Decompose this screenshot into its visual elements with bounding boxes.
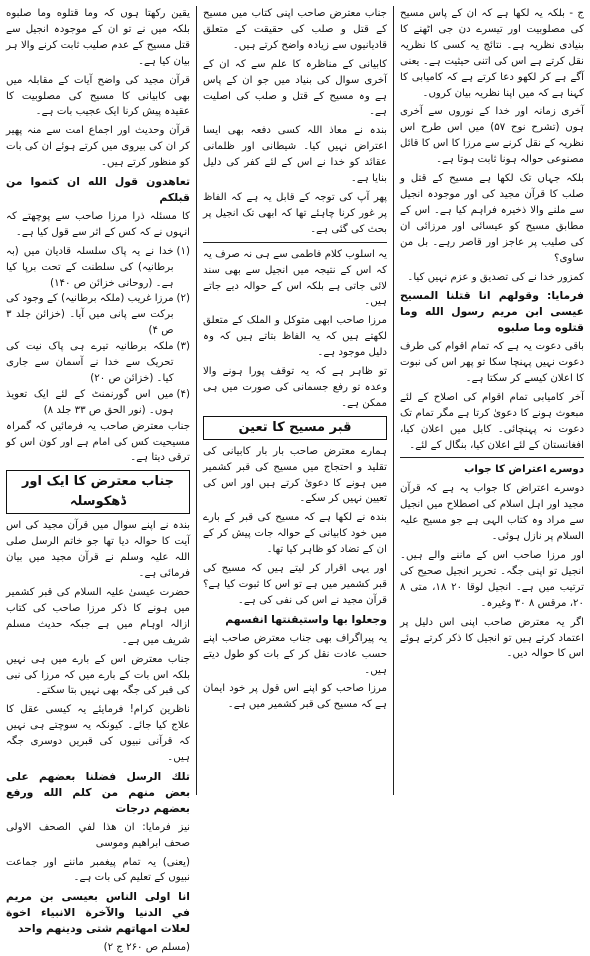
paragraph: جناب معترض صاحب یہ فرمائیں کہ گمراہ مسیحیت کس کی امام ہے اور کون اس کو ترقی دیتا ہے۔ xyxy=(6,420,190,464)
list-text: مرزا غریب (ملکہ برطانیہ) کے وجود کی برکت سے پانی میں آیا۔ (خزائن جلد ۳ ص ۴) xyxy=(6,293,174,337)
column-divider xyxy=(393,6,394,795)
list-marker: (۱) xyxy=(176,245,190,257)
list-marker: (۴) xyxy=(176,388,190,400)
list-item xyxy=(6,291,190,339)
paragraph: یقین رکھتا ہوں کہ وما قتلوه وما صلبوه بلکہ میں نے تو ان کے موجودہ انجیل سے قتل مسیح کے عدم صلیب ثابت کرنے والا ہر بیان کیا ہے۔ xyxy=(6,8,190,67)
paragraph: تو ظاہر ہے کہ یہ توقف پورا ہونے والا وعدہ تو رفع جسمانی کی صورت میں ہی ممکن ہے۔ xyxy=(203,366,387,409)
column-divider xyxy=(196,6,197,795)
divider xyxy=(203,242,387,243)
paragraph: اگر یہ معترض صاحب اپنی اس دلیل پر اعتماد کرتے ہیں تو انجیل کا ذکر کرتے ہوئے اس کا حوالہ دیں۔ xyxy=(400,616,584,660)
paragraph: نیز فرمایا: ان هذا لفي الصحف الاولى صحف ابراهيم وموسى xyxy=(6,821,190,849)
paragraph: اور مرزا صاحب اس کے ماننے والے ہیں۔ انجیل تو اپنی جگہ۔ تحریر انجیل صحیح کی ترتیب میں ہے۔ انجیل لوقا ۲۰ ۱۸، متی ۸ ۲۰، مرقس ۸ ۳۰ وغیرہ۔ xyxy=(400,550,584,609)
paragraph: یہ اسلوب کلام فاطمی سے ہی نہ صرف یہ کہ اس کے نتیجہ میں انجیل سے بھی سند لائی جاتی ہے بلکہ اس کے حوالہ دیے جاتے ہیں۔ xyxy=(203,248,387,308)
paragraph: قرآن مجید کی واضح آیات کے مقابلہ میں بھی کابیانی کا مسیح کی مصلوبیت کا عقیدہ پیش کرنا ایک عجیب بات ہے۔ xyxy=(6,74,190,118)
section-heading-box: جناب معترض کا ایک اور ڈھکوسلہ xyxy=(6,470,190,514)
paragraph: ج - بلکہ یہ لکھا ہے کہ ان کے پاس مسیح کی مصلوبیت اور تیسرے دن جی اٹھنے کا بنیادی نظریہ ہے۔ نتائج یہ کسی کا نظریہ نقل کرتے ہے اس کی اتنی حیثیت ہے۔ یعنی آگے ہے کر لکھو دعا کرتے ہے کہ کامیابی کا کہنا ہے کہ میں اپنا نظریہ بیان کروں۔ xyxy=(400,8,584,99)
list-item xyxy=(6,339,190,387)
column-right xyxy=(400,6,584,795)
arabic-quote: تعاهدون قول الله ان كتموا من قبلكم xyxy=(6,175,190,204)
list-item xyxy=(6,244,190,292)
column-left xyxy=(6,6,190,954)
paragraph: کمزور خدا نے کی تصدیق و عزم نہیں کیا۔ xyxy=(407,271,584,283)
arabic-block: تلك الرسل فضلنا بعضهم على بعض منهم من كلم الله ورفع بعضهم درجات xyxy=(6,769,190,815)
column-middle xyxy=(203,6,387,795)
paragraph: کا مسئلہ ذرا مرزا صاحب سے پوچھتے کہ انہوں نے کہ کس کے اثر سے قول کیا ہے۔ xyxy=(6,210,190,238)
section-heading: دوسرے اعتراض کا جواب xyxy=(464,464,584,476)
paragraph: (یعنی) یہ تمام پیغمبر ماننے اور جماعت نبیوں کے تعلیم کی بات ہے۔ xyxy=(6,856,190,884)
list-marker: (۳) xyxy=(176,341,190,353)
paragraph: ناظرین کرام! فرمایئے یہ کیسی عقل کا علاج کیا جائے۔ کیونکہ یہ سوچتے ہی نہیں کہ قرآنی نبیوں کی قبریں دوسری جگہ ہیں۔ xyxy=(6,704,190,764)
list-text: ملکہ برطانیہ تیرے ہی پاک نیت کی تحریک سے خدا نے آسمان سے جاری کیا۔ (خزائن ص ۲۰) xyxy=(6,341,174,384)
arabic-line: وجعلوا بها واستيقنتها انفسهم xyxy=(225,612,387,626)
paragraph: اور یہی اقرار کر لیتے ہیں کہ مسیح کی قبر کشمیر میں ہے تو اس کا ثبوت کیا ہے؟ قرآن مجید نے اس کی نفی کی ہے۔ xyxy=(203,563,387,606)
list-text: میں اس گورنمنٹ کے لئے ایک تعویذ ہوں۔ (نور الحق ص ۳۳ جلد ۸) xyxy=(6,388,174,416)
paragraph: آخری زمانہ اور خدا کے نوروں سے آخری ہوں (تشرح نوح ۵۷) میں اس طرح اس نظریہ کے نقل کرنے سے مرزا کا اس کا قائل مصنوعی حوالہ ہونا ثابت ہوتا ہے۔ xyxy=(400,106,584,166)
divider xyxy=(400,457,584,458)
paragraph: مرزا صاحب ابھی متوکل و الملک کے متعلق لکھتے ہیں کہ یہ الفاظ بتاتے ہیں کہ وہ دلیل موجود ہے۔ xyxy=(203,315,387,359)
paragraph: آخر کامیابی تمام اقوام کی اصلاح کے لئے مبعوث ہونے کا دعویٰ کرتا ہے مگر تمام تک دعوت نہ پہنچائی۔ کابل میں اعلان کیا، افغانستان کے لئے اعلان کیا، بنگال کے لئے۔ xyxy=(400,391,584,451)
list-marker: (۲) xyxy=(176,293,190,305)
paragraph: کابیانی کے مناظرہ کا علم سے کہ ان کے آخری سوال کی بنیاد میں جو ان کے پاس ہے وہ مسیح کے قتل و صلب کی اصلیت ہے۔ xyxy=(203,58,387,118)
paragraph: یہ پیراگراف بھی جناب معترض صاحب اپنے حسب عادت نقل کر کے بات کو طول دیتے ہیں۔ xyxy=(203,632,387,676)
arabic-quote: فرمایا: وقولهم انا قتلنا المسيح عيسى ابن مريم رسول الله وما قتلوه وما صلبوه xyxy=(400,289,584,335)
section-heading-box: قبر مسیح کا تعین xyxy=(203,416,387,440)
paragraph: پھر آپ کی توجہ کے قابل یہ ہے کہ الفاظ پر غور کرنا چاہئے تھا کہ ابھی تک انجیل پر بحث کی گئی ہے۔ xyxy=(203,191,387,235)
paragraph: قرآن وحدیث اور اجماع امت سے منہ پھیر کر ان کی بیروی میں کرتے ہوئے ان کی بات کو منظور کرتے ہیں۔ xyxy=(6,125,190,169)
list-item xyxy=(6,387,190,419)
paragraph: بندہ نے لکھا ہے کہ مسیح کی قبر کے بارے میں خود کابیانی کے حوالہ جات پیش کر کے ان کے تضاد کو ظاہر کیا تھا۔ xyxy=(203,512,387,556)
paragraph: جناب معترض صاحب اپنی کتاب میں مسیح کے قتل و صلب کی حقیقت کے متعلق قادیانیوں سے زیادہ واضح کرتے ہیں۔ xyxy=(203,8,387,51)
paragraph: بندہ نے اپنے سوال میں قرآن مجید کی اس آیت کا حوالہ دیا تھا جو خاتم الرسل صلی اللہ علیہ وسلم نے قرآن مجید میں بیان فرمائی ہے۔ xyxy=(6,520,190,580)
paragraph: باقی دعوت یہ ہے کہ تمام اقوام کی طرف دعوت نہیں پہنچا سکا تو پھر اس کی نبوت کا اعلان کیسے کر سکتا ہے۔ xyxy=(400,341,584,384)
paragraph: حضرت عیسیٰ علیہ السلام کی قبر کشمیر میں ہونے کا ذکر مرزا صاحب کی کتاب ازالہ اوہام میں ہے جبکہ حدیث مسلم شریف میں ہے۔ xyxy=(6,587,190,646)
paragraph: بندہ نے معاذ اللہ کسی دفعہ بھی ایسا اعتراض نہیں کیا۔ شیطانی اور ظلمانی عقائد کو خدا نے اس کے لئے کفر کی دلیل بنایا ہے۔ xyxy=(203,125,387,185)
list-text: خدا نے یہ پاک سلسلہ قادیان میں (بہ برطانیہ) کی سلطنت کے تحت برپا کیا ہے۔ (روحانی خزائن ص ۱۴۰) xyxy=(6,245,174,289)
reference: (مسلم ص ۲۶۰ ج ۲) xyxy=(103,942,190,954)
arabic-hadith: انا اولى الناس بعيسى بن مريم في الدنيا والآخرة الانبياء اخوة لعلات امهاتهم شتى ودينهم واحد xyxy=(6,890,190,936)
paragraph: دوسرے اعتراض کا جواب یہ ہے کہ قرآن مجید اور اہل اسلام کی اصطلاح میں انجیل سے مراد وہ کتاب الہی ہے جو مسیح علیہ السلام پر نازل ہوئی۔ xyxy=(400,483,584,543)
paragraph: مرزا صاحب کو اپنے اس قول پر خود ایمان ہے کہ مسیح کی قبر کشمیر میں ہے۔ xyxy=(203,683,387,711)
paragraph: بلکہ جہاں تک لکھا ہے مسیح کے قتل و صلب کا قرآن مجید کی اور موجودہ انجیل سے ملنے والا ذخیرہ فراہم کیا ہے۔ اس کے مطابق مسیح کو عیسائی اور مرزائی ان کی صلیب پر عاجز اور قاصر رہے۔ بل من ساوی؟ xyxy=(400,173,584,264)
paragraph: ہمارے معترض صاحب بار بار کابیانی کی تقلید و احتجاج میں مسیح کی قبر کشمیر میں ہونے کا دعویٰ کرتے ہیں اور اس کی تعیین نہیں کر سکے۔ xyxy=(203,445,387,505)
paragraph: جناب معترض اس کے بارے میں ہی نہیں بلکہ اس بات کے بارے میں کہ مرزا کی نبی کی قبر کی جگہ بھی نہیں بتا سکتے۔ xyxy=(6,653,190,697)
